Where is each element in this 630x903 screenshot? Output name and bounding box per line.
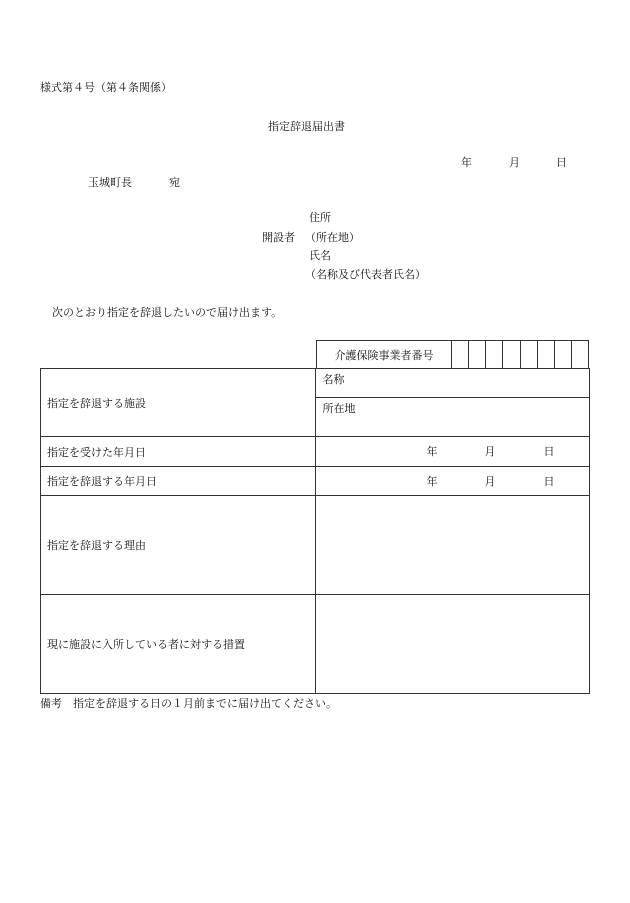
withdrawal-date-label: 指定を辞退する年月日 — [41, 467, 316, 496]
designated-day: 日 — [543, 445, 555, 458]
withdrawal-year: 年 — [426, 475, 438, 488]
provider-number-digit[interactable] — [521, 341, 538, 368]
provider-number-digit[interactable] — [486, 341, 503, 368]
provider-number-digit[interactable] — [452, 341, 469, 368]
addressee-name: 玉城町長 — [88, 176, 132, 189]
designated-date-label: 指定を受けた年月日 — [41, 437, 316, 467]
facility-name-label: 名称 — [322, 373, 345, 386]
facility-location-field[interactable] — [316, 398, 590, 437]
form-number: 様式第４号（第４条関係） — [40, 81, 172, 94]
document-title: 指定辞退届出書 — [268, 120, 345, 133]
note: 備考 指定を辞退する日の１月前までに届け出てください。 — [40, 697, 337, 710]
provider-number-digit[interactable] — [555, 341, 572, 368]
withdrawal-day: 日 — [543, 475, 555, 488]
reason-label: 指定を辞退する理由 — [41, 496, 316, 595]
applicant-name-sub: （名称及び代表者氏名） — [305, 268, 426, 281]
facility-label: 指定を辞退する施設 — [41, 369, 316, 437]
statement: 次のとおり指定を辞退したいので届け出ます。 — [52, 306, 283, 319]
measures-label: 現に施設に入所している者に対する措置 — [41, 595, 316, 694]
provider-number-digit[interactable] — [538, 341, 555, 368]
date-day: 日 — [556, 156, 567, 169]
provider-number-label: 介護保険事業者番号 — [317, 341, 452, 368]
provider-number-digit[interactable] — [503, 341, 520, 368]
addressee-suffix: 宛 — [169, 176, 180, 189]
applicant-address-label: 住所 — [309, 211, 331, 224]
measures-field[interactable] — [316, 595, 590, 694]
applicant-address-sub: （所在地） — [305, 231, 360, 244]
reason-field[interactable] — [316, 496, 590, 595]
provider-number-digit[interactable] — [469, 341, 486, 368]
facility-name-field[interactable] — [316, 369, 590, 398]
designated-date-field[interactable] — [316, 437, 590, 467]
designated-month: 月 — [484, 445, 496, 458]
applicant-label: 開設者 — [262, 231, 295, 244]
withdrawal-month: 月 — [484, 475, 496, 488]
designated-year: 年 — [426, 445, 438, 458]
withdrawal-date-field[interactable] — [316, 467, 590, 496]
withdrawal-form-table — [40, 368, 590, 694]
applicant-name-label: 氏名 — [309, 249, 331, 262]
date-month: 月 — [509, 156, 520, 169]
date-year: 年 — [461, 156, 472, 169]
provider-number-row — [316, 340, 589, 368]
facility-location-label: 所在地 — [322, 402, 356, 415]
provider-number-digit[interactable] — [572, 341, 588, 368]
